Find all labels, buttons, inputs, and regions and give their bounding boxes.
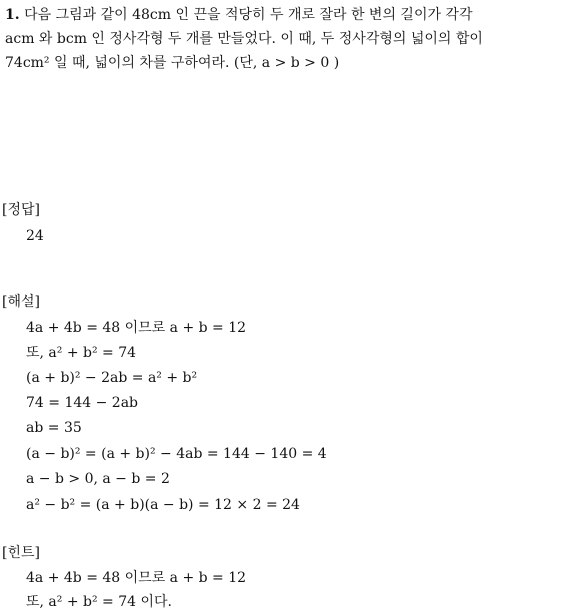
solution-line: (a + b)² − 2ab = a² + b² (26, 370, 198, 386)
solution-line: a² − b² = (a + b)(a − b) = 12 × 2 = 24 (26, 497, 300, 513)
hint-label: [힌트] (2, 545, 40, 561)
solution-label: [해설] (2, 294, 40, 310)
problem-number: 1. (5, 7, 20, 23)
problem-text-2: acm 와 bcm 인 정사각형 두 개를 만들었다. 이 때, 두 정사각형의 넓이의 합이 (5, 31, 483, 47)
solution-line: 74 = 144 − 2ab (26, 395, 139, 411)
problem-line-1 (5, 3, 571, 27)
problem-text-1: 다음 그림과 같이 48cm 인 끈을 적당히 두 개로 잘라 한 변의 길이가 각각 (24, 7, 473, 23)
answer-value: 24 (26, 228, 44, 244)
solution-line: 또, a² + b² = 74 (26, 345, 137, 361)
problem-text-3: 74cm² 일 때, 넓이의 차를 구하여라. (단, a > b > 0 ) (5, 55, 340, 71)
solution-line: ab = 35 (26, 420, 82, 436)
problem-statement (5, 3, 571, 75)
solution-line: (a − b)² = (a + b)² − 4ab = 144 − 140 = 4 (26, 446, 327, 462)
solution-line: 4a + 4b = 48 이므로 a + b = 12 (26, 320, 247, 336)
solution-line: a − b > 0, a − b = 2 (26, 471, 170, 487)
hint-line: 4a + 4b = 48 이므로 a + b = 12 (26, 570, 247, 586)
answer-label: [정답] (2, 202, 40, 218)
hint-line: 또, a² + b² = 74 이다. (26, 594, 172, 610)
